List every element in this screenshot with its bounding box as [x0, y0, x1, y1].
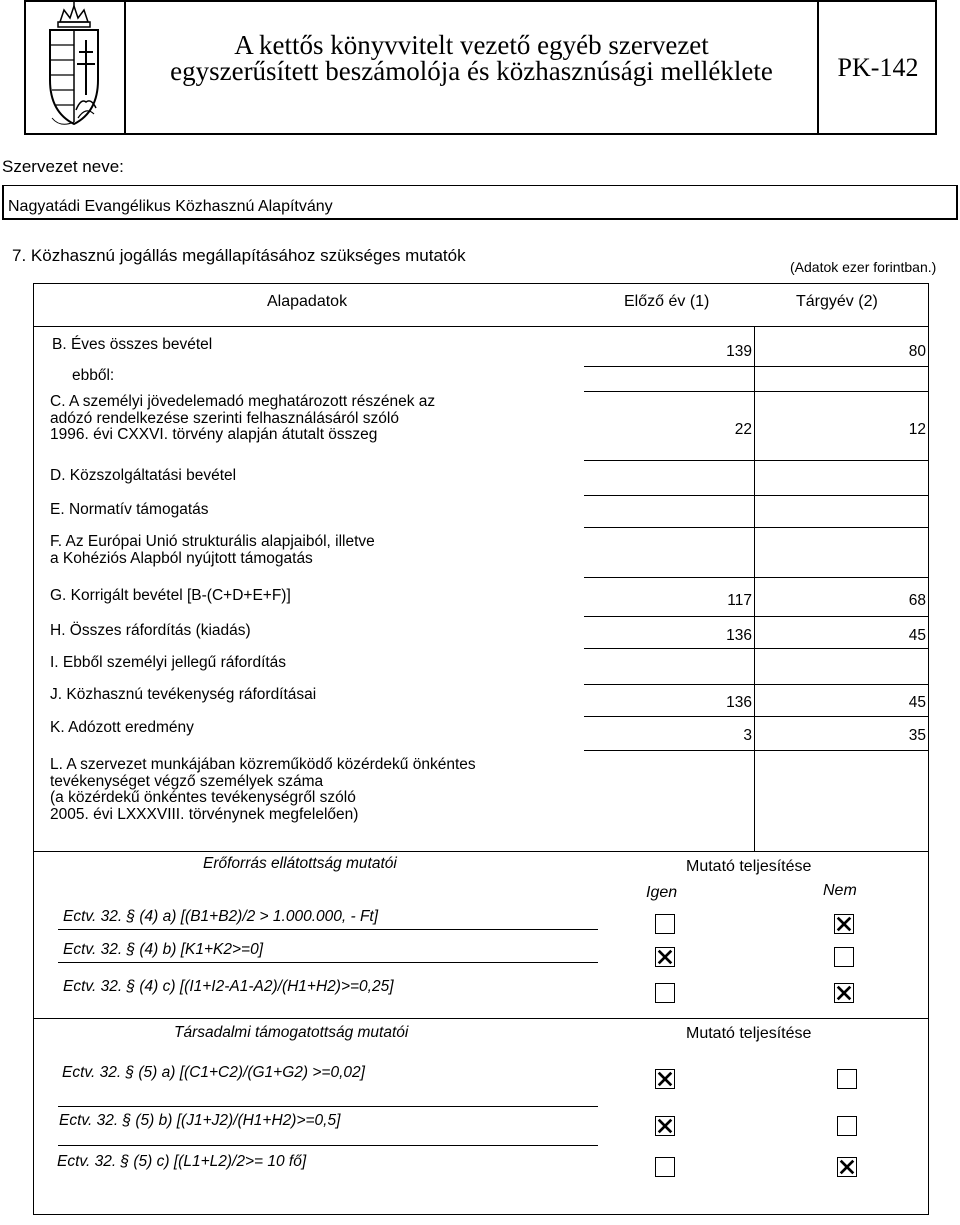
checkbox-social-a-yes[interactable] [655, 1069, 675, 1089]
section-divider [33, 1018, 929, 1019]
row-label-k: K. Adózott eredmény [50, 719, 194, 736]
row-divider [584, 391, 929, 392]
row-divider [584, 460, 929, 461]
header-divider [33, 326, 929, 327]
row-label-j: J. Közhasznú tevékenység ráfordításai [50, 686, 317, 703]
social-indicator-c: Ectv. 32. § (5) c) [(L1+L2)/2>= 10 fő] [57, 1153, 307, 1170]
checkbox-social-c-no[interactable] [837, 1157, 857, 1177]
value-j-prev: 136 [726, 694, 752, 711]
row-label-d: D. Közszolgáltatási bevétel [50, 467, 237, 484]
value-h-curr: 45 [908, 627, 926, 644]
checkbox-resource-c-yes[interactable] [655, 983, 675, 1003]
row-label-g: G. Korrigált bevétel [B-(C+D+E+F)] [50, 587, 291, 604]
social-title: Társadalmi támogatottság mutatói [174, 1024, 409, 1041]
social-indicator-b: Ectv. 32. § (5) b) [(J1+J2)/(H1+H2)>=0,5] [59, 1112, 341, 1129]
row-divider [584, 616, 929, 617]
row-divider [584, 716, 929, 717]
form-title [126, 0, 819, 135]
row-label-c: C. A személyi jövedelemadó meghatározott részének az adózó rendelkezése szerinti felhasználásáról szóló 1996. évi CXXVI. törvény alapján átutalt összeg [50, 393, 436, 443]
checkmark-x-icon [838, 1158, 856, 1176]
section-divider [33, 851, 929, 852]
title-line-1: A kettős könyvvitelt vezető egyéb szervezet [234, 30, 709, 60]
value-j-curr: 45 [908, 694, 926, 711]
value-c-prev: 22 [734, 421, 752, 438]
checkmark-x-icon [656, 1117, 674, 1135]
column-header-previous-year: Előző év (1) [624, 293, 710, 310]
value-b-curr: 80 [908, 343, 926, 360]
checkbox-resource-a-no[interactable] [834, 914, 854, 934]
row-divider [584, 495, 929, 496]
checkbox-social-b-no[interactable] [837, 1116, 857, 1136]
checkmark-x-icon [835, 984, 853, 1002]
row-divider [58, 1145, 598, 1146]
row-label-i: I. Ebből személyi jellegű ráfordítás [50, 654, 287, 671]
column-header-yes: Igen [646, 884, 678, 901]
value-g-prev: 117 [727, 592, 752, 609]
value-c-curr: 12 [908, 421, 926, 438]
row-label-f: F. Az Európai Unió strukturális alapjaiból, illetve a Kohéziós Alapból nyújtott támogatás [50, 533, 375, 567]
row-divider [584, 750, 929, 751]
row-label-l: L. A szervezet munkájában közreműködő közérdekű önkéntes tevékenységet végző személyek száma (a közérdekű önkéntes tevékenységről szóló 2005. évi LXXXVIII. törvénynek megfelelően) [50, 756, 476, 823]
social-indicator-a: Ectv. 32. § (5) a) [(C1+C2)/(G1+G2) >=0,02] [62, 1064, 365, 1081]
row-divider [584, 684, 929, 685]
resource-indicator-c: Ectv. 32. § (4) c) [(I1+I2-A1-A2)/(H1+H2)>=0,25] [63, 978, 394, 995]
column-header-basic-data: Alapadatok [267, 293, 348, 310]
row-divider [584, 366, 929, 367]
column-divider [754, 326, 755, 851]
title-line-2: egyszerűsített beszámolója és közhasznúsági melléklete [170, 56, 773, 86]
checkmark-x-icon [656, 948, 674, 966]
units-note: (Adatok ezer forintban.) [790, 259, 937, 275]
row-divider [58, 1106, 598, 1107]
checkbox-resource-a-yes[interactable] [655, 914, 675, 934]
row-label-h: H. Összes ráfordítás (kiadás) [50, 622, 251, 639]
value-k-prev: 3 [743, 727, 752, 744]
checkbox-resource-b-yes[interactable] [655, 947, 675, 967]
row-label-b: B. Éves összes bevétel [52, 336, 213, 353]
checkbox-social-a-no[interactable] [837, 1069, 857, 1089]
value-k-curr: 35 [908, 727, 926, 744]
column-header-current-year: Tárgyév (2) [796, 293, 878, 310]
resources-result-header: Mutató teljesítése [686, 858, 812, 875]
checkmark-x-icon [835, 915, 853, 933]
checkmark-x-icon [656, 1070, 674, 1088]
checkbox-resource-b-no[interactable] [834, 947, 854, 967]
form-code: PK-142 [837, 53, 919, 82]
value-b-prev: 139 [726, 343, 752, 360]
coat-of-arms-logo [24, 0, 126, 135]
value-g-curr: 68 [908, 592, 926, 609]
row-divider [584, 577, 929, 578]
resource-indicator-a: Ectv. 32. § (4) a) [(B1+B2)/2 > 1.000.000, - Ft] [63, 908, 379, 925]
organization-name: Nagyatádi Evangélikus Közhasznú Alapítvány [8, 198, 333, 215]
checkbox-social-c-yes[interactable] [655, 1157, 675, 1177]
row-label-ebbol: ebből: [72, 367, 115, 384]
row-divider [584, 648, 929, 649]
row-divider [58, 962, 598, 963]
social-result-header: Mutató teljesítése [686, 1025, 812, 1042]
row-divider [58, 929, 598, 930]
section-title: 7. Közhasznú jogállás megállapításához szükséges mutatók [12, 246, 466, 265]
row-divider [584, 527, 929, 528]
column-header-no: Nem [823, 882, 857, 899]
resources-title: Erőforrás ellátottság mutatói [203, 855, 397, 872]
checkbox-social-b-yes[interactable] [655, 1116, 675, 1136]
organization-label: Szervezet neve: [2, 157, 124, 176]
checkbox-resource-c-no[interactable] [834, 983, 854, 1003]
value-h-prev: 136 [726, 627, 752, 644]
resource-indicator-b: Ectv. 32. § (4) b) [K1+K2>=0] [63, 941, 264, 958]
row-label-e: E. Normatív támogatás [50, 501, 209, 518]
